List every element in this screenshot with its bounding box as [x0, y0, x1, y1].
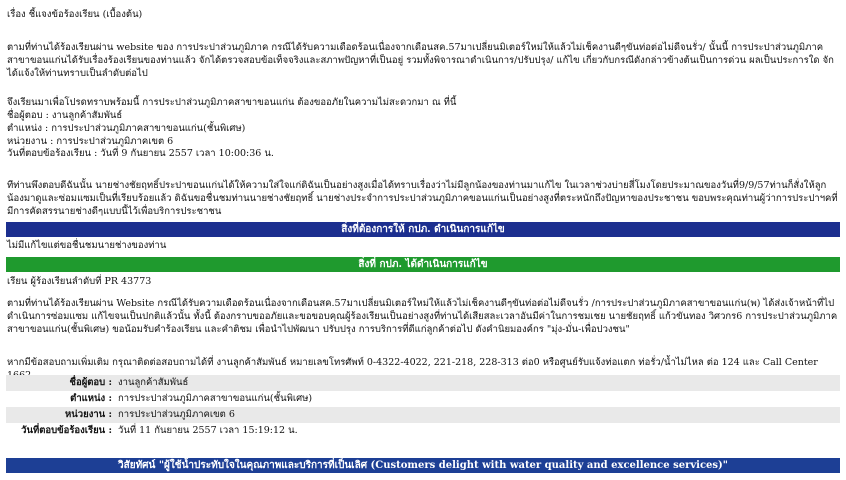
final-reply-key: วันที่ตอบข้อร้องเรียน : — [21, 424, 112, 436]
final-reply-value: วันที่ 11 กันยายน 2557 เวลา 15:19:12 น. — [118, 424, 298, 436]
first-reply-responder: ชื่อผู้ตอบ : งานลูกค้าสัมพันธ์ — [7, 110, 123, 121]
final-reply-value: งานลูกค้าสัมพันธ์ — [115, 375, 840, 391]
reference-line: เรียน ผู้ร้องเรียนลำดับที่ PR 43773 — [7, 276, 152, 287]
final-reply-value: การประปาส่วนภูมิภาคสาขาขอนแก่น(ชั้นพิเศษ) — [118, 392, 313, 404]
section-header-request: สิ่งที่ต้องการให้ กปภ. ดำเนินการแก้ไข — [6, 222, 840, 237]
final-reply-row — [6, 375, 840, 391]
request-text: ไม่มีแก้ไขแต่ขอชื่นชมนายช่างของท่าน — [7, 240, 167, 251]
intro-paragraph: ตามที่ท่านได้ร้องเรียนผ่าน website ของ การประปาส่วนภูมิภาค กรณีได้รับความเดือดร้อนเนื่องจากเดือนสค.57มาเปลี่ยนมิเตอร์ใหม่ให้แล้วไม่เช็คงานดีๆขันท่อต่อไม่ดีจนรั่ว/ นั้นนี้ การประปาส่วนภูมิภาคสาขาขอนแก่นได้รับเรื่องร้องเรียนของท่านแล้ว จักได้ตรวจสอบข้อเท็จจริงและสภาพปัญหาที่เป็นอยู่ รวมทั้งพิจารณาดำเนินการ/ปรับปรุง/ แก้ไข เกี่ยวกับกรณีดังกล่าวข้างต้นเป็นการด่วน ผลเป็นประการใด จักได้แจ้งให้ท่านทราบเป็นลำดับต่อไป — [7, 42, 834, 79]
action-paragraph: ตามที่ท่านได้ร้องเรียนผ่าน Website กรณีได้รับความเดือดร้อนเนื่องจากเดือนสค.57มาเปลี่ยนมิเตอร์ใหม่ให้แล้วไม่เช็คงานดีๆขันท่อต่อไม่ดีจนรั่ว /การประปาส่วนภูมิภาคสาขาขอนแก่น(พ) ได้ส่งเจ้าหน้าที่ไปดำเนินการซ่อมแซม แก้ไขจนเป็นปกติแล้วนั้น ทั้งนี้ ต้องกราบขออภัยและขอขอบคุณผู้ร้องเรียนเป็นอย่างสูงที่ท่านได้เสียสละเวลาอันมีค่าในการชมเชย นายชัยฤทธิ์ แก้วขันทอง วิศวกร6 การประปาส่วนภูมิภาคสาขาขอนแก่น(ชั้นพิเศษ) ขอน้อมรับคำร้องเรียน และคำติชม เพื่อนำไปพัฒนา ปรับปรุง การบริการที่ดีแก่ลูกค้าต่อไป ดังคำนิยมองค์กร "มุ่ง-มั่น-เพื่อปวงชน" — [7, 298, 838, 335]
contact-paragraph: หากมีข้อสอบถามเพิ่มเติม กรุณาติดต่อสอบถามได้ที่ งานลูกค้าสัมพันธ์ หมายเลขโทรศัพท์ 0-4322-4022, 221-218, 228-313 ต่อ0 หรือศูนย์รับแจ้งท่อแตก ท่อรั่ว/น้ำไม่ไหล ต่อ 124 และ Call Center — [7, 357, 818, 368]
final-reply-row — [6, 391, 840, 407]
follow-up-paragraph: ทีท่านพึงตอบดีฉันนั้น นายช่างชัยฤทธิ์ประปาขอนแก่นได้ให้ความใส่ใจแก่ดิฉันเป็นอย่างสูงเมื่อได้ทราบเรื่องว่าไม่มีลูกน้องของท่านมาแก้ไข ในเวลาช่วงบ่ายสี่โมงโดยประมาณของวันที่9/9/57ท่านก็สั่งให้ลูกน้องมาดูและซ่อมแซมเป็นที่เรียบร้อยแล้ว ดิฉันขอชื่นชมท่านนายช่างชัยฤทธิ์ นายช่างประจำการประปาส่วนภูมิภาคขอนแก่นเป็นอย่างสูงที่ตระหนักถึงปัญหาของประชาชน ขอบพระคุณท่านผู้ว่าการประปาฯคที่มีการคัดสรรนายช่างดีๆแบบนี้ไว้เพื่อบริการประชาชน — [7, 180, 838, 217]
final-reply-key: หน่วยงาน : — [6, 407, 115, 423]
first-reply-unit: หน่วยงาน : การประปาส่วนภูมิภาคเขต 6 — [7, 135, 174, 147]
notice-paragraph: จึงเรียนมาเพื่อโปรดทราบพร้อมนี้ การประปาส่วนภูมิภาคสาขาขอนแก่น ต้องขออภัยในความไม่สะดวกมา ณ ที่นี้ — [7, 97, 457, 108]
first-reply-position: ตำแหน่ง : การประปาส่วนภูมิภาคสาขาขอนแก่น(ชั้นพิเศษ) — [7, 122, 246, 134]
section-header-action: สิ่งที่ กปภ. ได้ดำเนินการแก้ไข — [6, 257, 840, 272]
subject-line: เรื่อง ชี้แจงข้อร้องเรียน (เบื้องต้น) — [7, 9, 143, 20]
final-reply-value: การประปาส่วนภูมิภาคเขต 6 — [115, 407, 840, 423]
first-reply-date: วันที่ตอบข้อร้องเรียน : วันที่ 9 กันยายน 2557 เวลา 10:00:36 น. — [7, 148, 274, 160]
final-reply-key: ชื่อผู้ตอบ : — [6, 375, 115, 391]
final-reply-key: ตำแหน่ง : — [70, 392, 112, 404]
final-reply-row — [6, 423, 840, 439]
final-reply-row — [6, 407, 840, 423]
final-reply-table — [6, 375, 840, 439]
first-reply-block — [7, 110, 839, 161]
vision-banner: วิสัยทัศน์ "ผู้ใช้น้ำประทับใจในคุณภาพและบริการที่เป็นเลิศ (Customers delight with water quality and excellence services)" — [6, 458, 840, 473]
